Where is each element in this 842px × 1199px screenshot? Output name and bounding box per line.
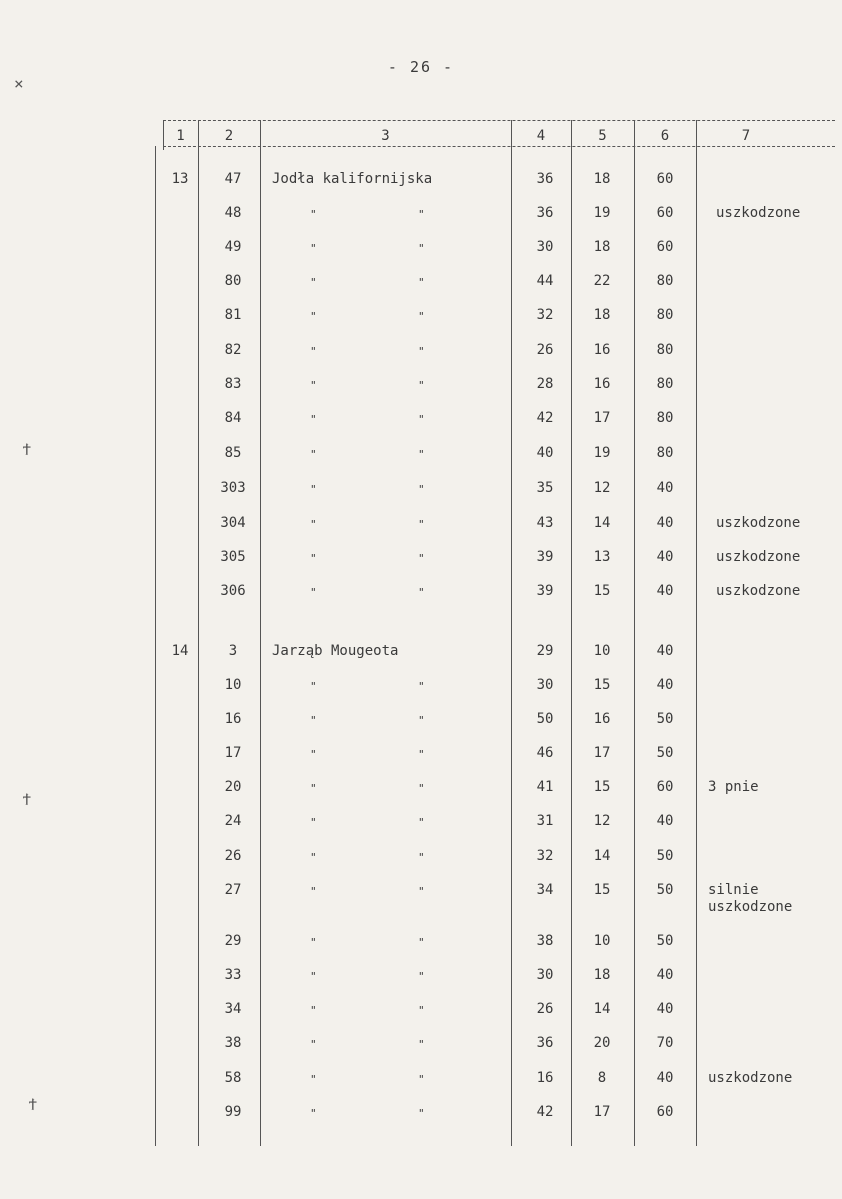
ditto-mark: " bbox=[310, 936, 317, 949]
row-remark: uszkodzone bbox=[716, 205, 801, 221]
ditto-mark: " bbox=[310, 310, 317, 323]
row-tree-number: 84 bbox=[224, 410, 242, 426]
ditto-mark: " bbox=[418, 748, 425, 761]
ditto-mark: " bbox=[310, 970, 317, 983]
row-tree-number: 48 bbox=[224, 205, 242, 221]
row-col-6: 40 bbox=[656, 813, 674, 829]
row-col-6: 40 bbox=[656, 549, 674, 565]
row-tree-number: 82 bbox=[224, 342, 242, 358]
row-tree-number: 3 bbox=[228, 643, 238, 659]
row-tree-number: 49 bbox=[224, 239, 242, 255]
row-col-6: 60 bbox=[656, 779, 674, 795]
row-col-5: 17 bbox=[593, 745, 611, 761]
row-col-6: 80 bbox=[656, 342, 674, 358]
ditto-mark: " bbox=[418, 680, 425, 693]
row-col-6: 40 bbox=[656, 583, 674, 599]
row-remark: uszkodzone bbox=[716, 583, 801, 599]
ditto-mark: " bbox=[418, 816, 425, 829]
row-col-5: 14 bbox=[593, 515, 611, 531]
row-col-5: 13 bbox=[593, 549, 611, 565]
row-col-4: 29 bbox=[536, 643, 554, 659]
row-tree-number: 47 bbox=[224, 171, 242, 187]
row-tree-number: 99 bbox=[224, 1104, 242, 1120]
ditto-mark: " bbox=[310, 586, 317, 599]
row-col-6: 40 bbox=[656, 515, 674, 531]
row-col-4: 35 bbox=[536, 480, 554, 496]
row-col-6: 50 bbox=[656, 711, 674, 727]
row-tree-number: 306 bbox=[220, 583, 246, 599]
ditto-mark: " bbox=[310, 483, 317, 496]
row-col-5: 14 bbox=[593, 848, 611, 864]
row-col-6: 40 bbox=[656, 643, 674, 659]
row-col-4: 44 bbox=[536, 273, 554, 289]
ditto-mark: " bbox=[418, 970, 425, 983]
row-col-5: 8 bbox=[597, 1070, 607, 1086]
ditto-mark: " bbox=[310, 276, 317, 289]
ditto-mark: " bbox=[310, 345, 317, 358]
ditto-mark: " bbox=[310, 680, 317, 693]
row-group-number: 13 bbox=[171, 171, 189, 187]
row-col-6: 40 bbox=[656, 480, 674, 496]
row-col-5: 10 bbox=[593, 933, 611, 949]
row-remark: uszkodzone bbox=[716, 549, 801, 565]
row-tree-number: 80 bbox=[224, 273, 242, 289]
ditto-mark: " bbox=[310, 816, 317, 829]
row-col-6: 50 bbox=[656, 933, 674, 949]
row-col-6: 80 bbox=[656, 410, 674, 426]
row-tree-number: 83 bbox=[224, 376, 242, 392]
row-col-6: 80 bbox=[656, 445, 674, 461]
header-col-7: 7 bbox=[741, 128, 751, 144]
row-col-5: 10 bbox=[593, 643, 611, 659]
row-col-5: 15 bbox=[593, 583, 611, 599]
row-tree-number: 85 bbox=[224, 445, 242, 461]
row-col-5: 17 bbox=[593, 1104, 611, 1120]
ditto-mark: " bbox=[418, 782, 425, 795]
row-col-5: 12 bbox=[593, 480, 611, 496]
ditto-mark: " bbox=[418, 518, 425, 531]
row-col-4: 39 bbox=[536, 583, 554, 599]
row-col-5: 20 bbox=[593, 1035, 611, 1051]
row-tree-number: 16 bbox=[224, 711, 242, 727]
ditto-mark: " bbox=[418, 714, 425, 727]
ditto-mark: " bbox=[310, 208, 317, 221]
row-remark: uszkodzone bbox=[716, 515, 801, 531]
ditto-mark: " bbox=[310, 518, 317, 531]
row-col-4: 39 bbox=[536, 549, 554, 565]
row-col-5: 12 bbox=[593, 813, 611, 829]
ditto-mark: " bbox=[310, 1107, 317, 1120]
ditto-mark: " bbox=[310, 748, 317, 761]
ditto-mark: " bbox=[310, 1004, 317, 1017]
row-col-5: 18 bbox=[593, 967, 611, 983]
column-rule bbox=[198, 120, 199, 1146]
row-col-4: 41 bbox=[536, 779, 554, 795]
row-tree-number: 29 bbox=[224, 933, 242, 949]
row-tree-number: 17 bbox=[224, 745, 242, 761]
header-col-6: 6 bbox=[660, 128, 670, 144]
ditto-mark: " bbox=[310, 448, 317, 461]
row-col-5: 15 bbox=[593, 882, 611, 898]
row-tree-number: 58 bbox=[224, 1070, 242, 1086]
row-col-5: 15 bbox=[593, 779, 611, 795]
row-tree-number: 27 bbox=[224, 882, 242, 898]
header-col-1: 1 bbox=[176, 128, 185, 144]
row-col-5: 19 bbox=[593, 205, 611, 221]
header-col-3: 3 bbox=[381, 128, 390, 144]
row-col-4: 50 bbox=[536, 711, 554, 727]
row-col-5: 22 bbox=[593, 273, 611, 289]
row-col-6: 50 bbox=[656, 848, 674, 864]
row-col-6: 40 bbox=[656, 1001, 674, 1017]
header-col-4: 4 bbox=[536, 128, 546, 144]
row-tree-number: 81 bbox=[224, 307, 242, 323]
row-col-6: 50 bbox=[656, 745, 674, 761]
column-rule bbox=[511, 120, 512, 1146]
ditto-mark: " bbox=[310, 782, 317, 795]
row-col-5: 17 bbox=[593, 410, 611, 426]
row-remark: 3 pnie bbox=[708, 779, 759, 795]
row-col-5: 15 bbox=[593, 677, 611, 693]
row-col-4: 26 bbox=[536, 342, 554, 358]
row-col-6: 80 bbox=[656, 273, 674, 289]
ditto-mark: " bbox=[418, 242, 425, 255]
row-col-6: 80 bbox=[656, 376, 674, 392]
ditto-mark: " bbox=[418, 885, 425, 898]
row-col-4: 30 bbox=[536, 677, 554, 693]
row-species: Jodła kalifornijska bbox=[272, 171, 433, 187]
row-tree-number: 34 bbox=[224, 1001, 242, 1017]
row-col-4: 46 bbox=[536, 745, 554, 761]
row-tree-number: 10 bbox=[224, 677, 242, 693]
row-col-4: 42 bbox=[536, 1104, 554, 1120]
ditto-mark: " bbox=[418, 1038, 425, 1051]
ditto-mark: " bbox=[310, 851, 317, 864]
row-col-4: 26 bbox=[536, 1001, 554, 1017]
ditto-mark: " bbox=[418, 1004, 425, 1017]
row-col-6: 60 bbox=[656, 205, 674, 221]
row-col-4: 34 bbox=[536, 882, 554, 898]
ditto-mark: " bbox=[418, 413, 425, 426]
row-col-5: 19 bbox=[593, 445, 611, 461]
margin-mark: ϯ bbox=[28, 1095, 38, 1114]
row-col-4: 40 bbox=[536, 445, 554, 461]
row-col-6: 70 bbox=[656, 1035, 674, 1051]
row-tree-number: 305 bbox=[220, 549, 246, 565]
row-col-4: 36 bbox=[536, 1035, 554, 1051]
margin-mark: ⨯ bbox=[14, 74, 24, 93]
row-col-5: 16 bbox=[593, 342, 611, 358]
row-col-4: 30 bbox=[536, 239, 554, 255]
row-col-4: 30 bbox=[536, 967, 554, 983]
row-tree-number: 26 bbox=[224, 848, 242, 864]
row-col-6: 60 bbox=[656, 1104, 674, 1120]
margin-mark: ϯ bbox=[22, 790, 32, 809]
row-tree-number: 38 bbox=[224, 1035, 242, 1051]
row-tree-number: 24 bbox=[224, 813, 242, 829]
row-col-6: 50 bbox=[656, 882, 674, 898]
row-tree-number: 304 bbox=[220, 515, 246, 531]
row-col-4: 32 bbox=[536, 307, 554, 323]
column-rule bbox=[155, 146, 156, 1146]
row-col-4: 31 bbox=[536, 813, 554, 829]
ditto-mark: " bbox=[310, 413, 317, 426]
row-tree-number: 33 bbox=[224, 967, 242, 983]
row-col-6: 60 bbox=[656, 171, 674, 187]
row-col-4: 28 bbox=[536, 376, 554, 392]
ditto-mark: " bbox=[418, 936, 425, 949]
header-col-5: 5 bbox=[598, 128, 607, 144]
page-number: - 26 - bbox=[387, 58, 455, 76]
header-bottom-rule bbox=[163, 146, 835, 147]
ditto-mark: " bbox=[310, 885, 317, 898]
row-col-4: 42 bbox=[536, 410, 554, 426]
column-rule bbox=[696, 120, 697, 1146]
row-col-5: 16 bbox=[593, 711, 611, 727]
row-tree-number: 303 bbox=[220, 480, 246, 496]
ditto-mark: " bbox=[418, 1107, 425, 1120]
ditto-mark: " bbox=[310, 379, 317, 392]
ditto-mark: " bbox=[418, 851, 425, 864]
ditto-mark: " bbox=[418, 276, 425, 289]
row-tree-number: 20 bbox=[224, 779, 242, 795]
ditto-mark: " bbox=[418, 345, 425, 358]
ditto-mark: " bbox=[418, 448, 425, 461]
row-col-4: 36 bbox=[536, 171, 554, 187]
row-remark: uszkodzone bbox=[708, 1070, 793, 1086]
ditto-mark: " bbox=[310, 1073, 317, 1086]
ditto-mark: " bbox=[310, 714, 317, 727]
row-col-5: 14 bbox=[593, 1001, 611, 1017]
ditto-mark: " bbox=[418, 208, 425, 221]
row-species: Jarząb Mougeota bbox=[272, 643, 399, 659]
row-col-6: 80 bbox=[656, 307, 674, 323]
row-col-4: 36 bbox=[536, 205, 554, 221]
row-col-5: 18 bbox=[593, 307, 611, 323]
ditto-mark: " bbox=[310, 242, 317, 255]
ditto-mark: " bbox=[418, 586, 425, 599]
row-col-6: 60 bbox=[656, 239, 674, 255]
row-col-6: 40 bbox=[656, 967, 674, 983]
row-col-5: 18 bbox=[593, 171, 611, 187]
ditto-mark: " bbox=[310, 1038, 317, 1051]
ditto-mark: " bbox=[418, 552, 425, 565]
row-col-4: 38 bbox=[536, 933, 554, 949]
row-col-4: 43 bbox=[536, 515, 554, 531]
row-group-number: 14 bbox=[171, 643, 189, 659]
header-top-rule bbox=[163, 120, 835, 121]
row-col-4: 32 bbox=[536, 848, 554, 864]
row-remark: silnie uszkodzone bbox=[708, 882, 793, 915]
margin-mark: ϯ bbox=[22, 440, 32, 459]
row-col-6: 40 bbox=[656, 677, 674, 693]
ditto-mark: " bbox=[418, 379, 425, 392]
row-col-6: 40 bbox=[656, 1070, 674, 1086]
row-col-5: 18 bbox=[593, 239, 611, 255]
ditto-mark: " bbox=[418, 1073, 425, 1086]
ditto-mark: " bbox=[418, 310, 425, 323]
ditto-mark: " bbox=[310, 552, 317, 565]
ditto-mark: " bbox=[418, 483, 425, 496]
row-col-4: 16 bbox=[536, 1070, 554, 1086]
header-col-2: 2 bbox=[224, 128, 234, 144]
row-col-5: 16 bbox=[593, 376, 611, 392]
